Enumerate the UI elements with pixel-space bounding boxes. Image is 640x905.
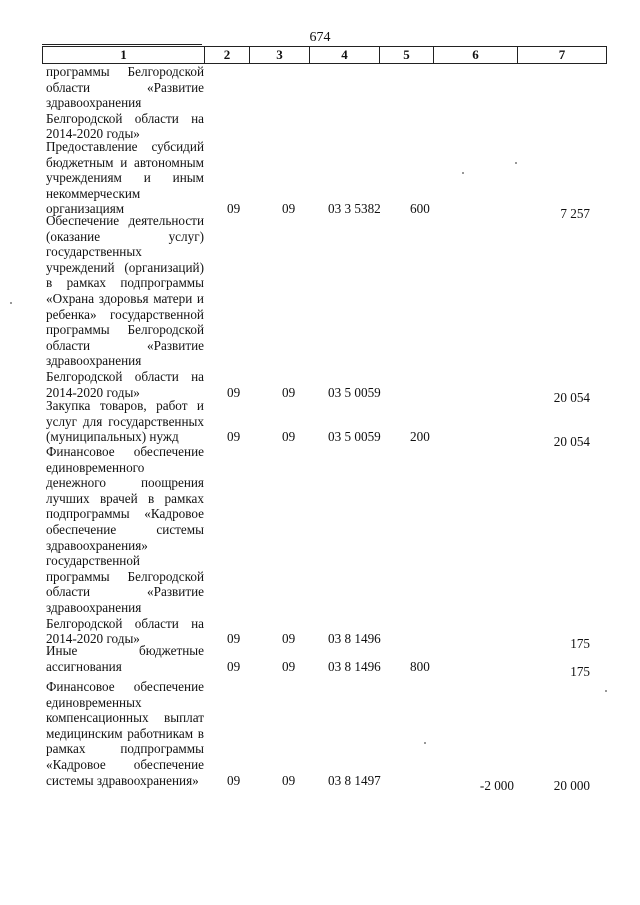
cell-col-5: 800 <box>410 658 430 674</box>
description-line: обеспечение системы <box>46 521 204 537</box>
description-line: 2014-2020 годы» <box>46 384 140 400</box>
description-line: ребенка» государственной <box>46 306 204 322</box>
scan-speck <box>10 302 12 304</box>
description-line: Предоставление субсидий <box>46 139 204 154</box>
row-description <box>46 139 204 217</box>
cell-col-4: 03 8 1497 <box>328 772 381 788</box>
description-line: 2014-2020 годы» <box>46 126 140 142</box>
header-col-7: 7 <box>518 47 607 64</box>
cell-col-7: 20 054 <box>553 389 590 405</box>
cell-col-5: 200 <box>410 429 430 445</box>
cell-col-3: 09 <box>282 384 296 400</box>
cell-col-3: 09 <box>282 772 296 788</box>
cell-col-7: 175 <box>570 636 590 652</box>
description-line: программы Белгородской <box>46 568 204 584</box>
cell-col-2: 09 <box>227 772 241 788</box>
description-line: здравоохранения <box>46 95 142 111</box>
description-line: Белгородской области на <box>46 110 204 126</box>
header-col-3: 3 <box>250 47 310 64</box>
description-line: организациям <box>46 201 125 217</box>
description-line: здравоохранения» <box>46 537 148 553</box>
header-col-2: 2 <box>205 47 250 64</box>
description-line: «Кадровое обеспечение <box>46 756 204 772</box>
description-line: здравоохранения <box>46 599 142 615</box>
description-line: единовременных <box>46 694 142 710</box>
description-line: медицинским работникам в <box>46 725 204 741</box>
description-line: 2014-2020 годы» <box>46 631 140 647</box>
description-line: области «Развитие <box>46 337 204 353</box>
cell-col-2: 09 <box>227 384 241 400</box>
description-line: государственных <box>46 244 142 260</box>
description-line: государственной <box>46 553 140 569</box>
description-line: программы Белгородской <box>46 64 204 79</box>
cell-col-7: 175 <box>570 663 590 679</box>
description-line: области «Развитие <box>46 79 204 95</box>
header-col-4: 4 <box>310 47 380 64</box>
cell-col-3: 09 <box>282 201 296 217</box>
description-line: здравоохранения <box>46 353 142 369</box>
description-line: Финансовое обеспечение <box>46 444 204 459</box>
description-line: «Охрана здоровья матери и <box>46 290 204 306</box>
cell-col-4: 03 3 5382 <box>328 201 381 217</box>
description-line: области «Развитие <box>46 584 204 600</box>
header-col-6: 6 <box>434 47 518 64</box>
row-description <box>46 643 204 674</box>
scan-speck <box>424 742 426 744</box>
description-line: системы здравоохранения» <box>46 772 199 788</box>
scan-speck <box>605 690 607 692</box>
description-line: учреждений (организаций) <box>46 259 204 275</box>
description-line: Финансовое обеспечение <box>46 679 204 694</box>
description-line: Белгородской области на <box>46 368 204 384</box>
cell-col-2: 09 <box>227 429 241 445</box>
header-col-5: 5 <box>380 47 434 64</box>
description-line: некоммерческим <box>46 185 141 201</box>
cell-col-3: 09 <box>282 658 296 674</box>
description-line: компенсационных выплат <box>46 710 204 726</box>
cell-col-6: -2 000 <box>479 777 514 793</box>
cell-col-7: 20 000 <box>553 777 590 793</box>
row-description <box>46 64 204 142</box>
cell-col-4: 03 5 0059 <box>328 429 381 445</box>
description-line: лучших врачей в рамках <box>46 490 204 506</box>
row-description <box>46 444 204 647</box>
cell-col-2: 09 <box>227 201 241 217</box>
cell-col-7: 7 257 <box>560 206 590 222</box>
cell-col-4: 03 8 1496 <box>328 631 381 647</box>
cell-col-7: 20 054 <box>553 434 590 450</box>
description-line: Обеспечение деятельности <box>46 213 204 228</box>
cell-col-4: 03 5 0059 <box>328 384 381 400</box>
cell-col-3: 09 <box>282 631 296 647</box>
description-line: в рамках подпрограммы <box>46 275 204 291</box>
description-line: Закупка товаров, работ и <box>46 398 204 413</box>
page-number: 674 <box>309 30 331 45</box>
description-line: учреждениям и иным <box>46 170 204 186</box>
description-line: услуг для государственных <box>46 413 204 429</box>
cell-col-4: 03 8 1496 <box>328 658 381 674</box>
description-line: бюджетным и автономным <box>46 154 204 170</box>
description-line: единовременного <box>46 459 145 475</box>
scan-speck <box>462 172 464 174</box>
description-line: ассигнования <box>46 658 122 674</box>
description-line: денежного поощрения <box>46 475 204 491</box>
cell-col-3: 09 <box>282 429 296 445</box>
row-description <box>46 398 204 445</box>
row-description <box>46 679 204 788</box>
description-line: (оказание услуг) <box>46 228 204 244</box>
description-line: подпрограммы «Кадровое <box>46 506 204 522</box>
row-description <box>46 213 204 400</box>
description-line: (муниципальных) нужд <box>46 429 179 445</box>
description-line: Иные бюджетные <box>46 643 204 658</box>
description-line: Белгородской области на <box>46 615 204 631</box>
cell-col-2: 09 <box>227 658 241 674</box>
description-line: рамках подпрограммы <box>46 741 204 757</box>
description-line: программы Белгородской <box>46 322 204 338</box>
cell-col-2: 09 <box>227 631 241 647</box>
scan-speck <box>515 162 517 164</box>
cell-col-5: 600 <box>410 201 430 217</box>
header-col-1: 1 <box>43 47 205 64</box>
